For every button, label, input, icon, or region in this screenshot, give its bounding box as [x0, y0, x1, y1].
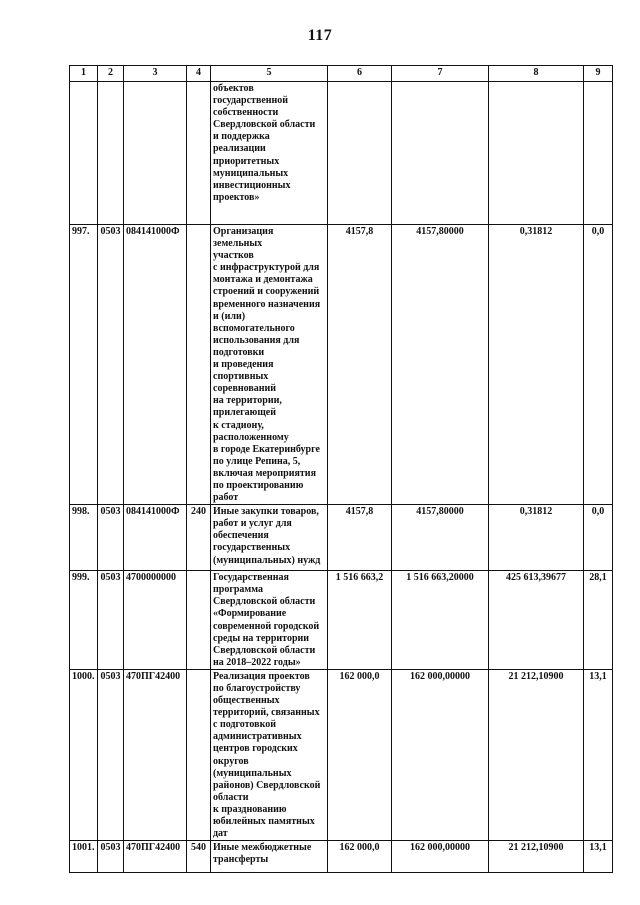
item-name: [211, 571, 328, 670]
header-cell: 9: [584, 66, 613, 82]
item-name-text: Иные закупки товаров, работ и услуг для обеспечения государственных (муниципальных) нужд: [213, 506, 321, 566]
header-cell: 3: [124, 66, 187, 82]
table-row: [70, 669, 613, 840]
expense-type: [187, 669, 211, 840]
item-name-text: Иные межбюджетные трансферты: [213, 842, 312, 866]
table-header-row: [70, 66, 613, 82]
item-name: [211, 841, 328, 873]
item-name-text: объектов государственной собственности Свердловской области и поддержка реализации приоритетных муниципальных инвестиционных проектов»: [213, 83, 316, 203]
expense-type: [187, 571, 211, 670]
section-code: 0503: [98, 841, 124, 873]
section-code: 0503: [98, 571, 124, 670]
row-number: [70, 82, 98, 225]
header-cell: 7: [392, 66, 489, 82]
expense-type: [187, 225, 211, 505]
table-row: [70, 225, 613, 505]
target-code: 470ПГ42400: [124, 841, 187, 873]
planned-amount: 4157,8: [328, 225, 392, 505]
expense-type: 240: [187, 505, 211, 571]
planned-amount: 4157,8: [328, 505, 392, 571]
header-cell: 8: [489, 66, 584, 82]
executed-amount: 425 613,39677: [489, 571, 584, 670]
executed-amount: [489, 82, 584, 225]
executed-amount: 0,31812: [489, 225, 584, 505]
planned-amount: [328, 82, 392, 225]
item-name-text: Государственная программа Свердловской области «Формирование современной городской среды на территории Свердловской области на 2018–2022 годы»: [213, 572, 320, 668]
section-code: 0503: [98, 669, 124, 840]
item-name: [211, 82, 328, 225]
target-code: 084141000Ф: [124, 505, 187, 571]
target-code: 4700000000: [124, 571, 187, 670]
target-code: 470ПГ42400: [124, 669, 187, 840]
budget-table: [69, 65, 613, 873]
row-number: 998.: [70, 505, 98, 571]
execution-percent: 0,0: [584, 505, 613, 571]
section-code: [98, 82, 124, 225]
header-cell: 4: [187, 66, 211, 82]
row-number: 1001.: [70, 841, 98, 873]
approved-amount: [392, 82, 489, 225]
execution-percent: 13,1: [584, 669, 613, 840]
row-number: 997.: [70, 225, 98, 505]
item-name-text: Организация земельных участков с инфраструктурой для монтажа и демонтажа строений и сооружений временного назначения и (или) вспомогательного использования для подготовки и проведения спортивных соревнований на территории, прилегающей к стадиону, расположенному в городе Екатеринбурге по улице Репина, 5, включая мероприятия по проектированию работ: [213, 226, 321, 504]
approved-amount: 4157,80000: [392, 225, 489, 505]
header-cell: 1: [70, 66, 98, 82]
row-number: 999.: [70, 571, 98, 670]
execution-percent: 13,1: [584, 841, 613, 873]
approved-amount: 4157,80000: [392, 505, 489, 571]
table-row: [70, 571, 613, 670]
execution-percent: 0,0: [584, 225, 613, 505]
page-number: 117: [307, 27, 333, 44]
section-code: 0503: [98, 505, 124, 571]
target-code: 084141000Ф: [124, 225, 187, 505]
item-name-text: Реализация проектов по благоустройству общественных территорий, связанных с подготовкой административных центров городских округов (муниципальных районов) Свердловской области к празднованию юбилейных памятных дат: [213, 670, 321, 840]
item-name: [211, 225, 328, 505]
row-number: 1000.: [70, 669, 98, 840]
planned-amount: 162 000,0: [328, 669, 392, 840]
table-row: [70, 82, 613, 225]
executed-amount: 21 212,10900: [489, 669, 584, 840]
item-name: [211, 505, 328, 571]
table-row: [70, 841, 613, 873]
executed-amount: 0,31812: [489, 505, 584, 571]
expense-type: 540: [187, 841, 211, 873]
planned-amount: 162 000,0: [328, 841, 392, 873]
table-row: [70, 505, 613, 571]
header-cell: 6: [328, 66, 392, 82]
executed-amount: 21 212,10900: [489, 841, 584, 873]
target-code: [124, 82, 187, 225]
section-code: 0503: [98, 225, 124, 505]
header-cell: 5: [211, 66, 328, 82]
execution-percent: 28,1: [584, 571, 613, 670]
approved-amount: 162 000,00000: [392, 841, 489, 873]
header-cell: 2: [98, 66, 124, 82]
execution-percent: [584, 82, 613, 225]
approved-amount: 1 516 663,20000: [392, 571, 489, 670]
approved-amount: 162 000,00000: [392, 669, 489, 840]
item-name: [211, 669, 328, 840]
expense-type: [187, 82, 211, 225]
planned-amount: 1 516 663,2: [328, 571, 392, 670]
